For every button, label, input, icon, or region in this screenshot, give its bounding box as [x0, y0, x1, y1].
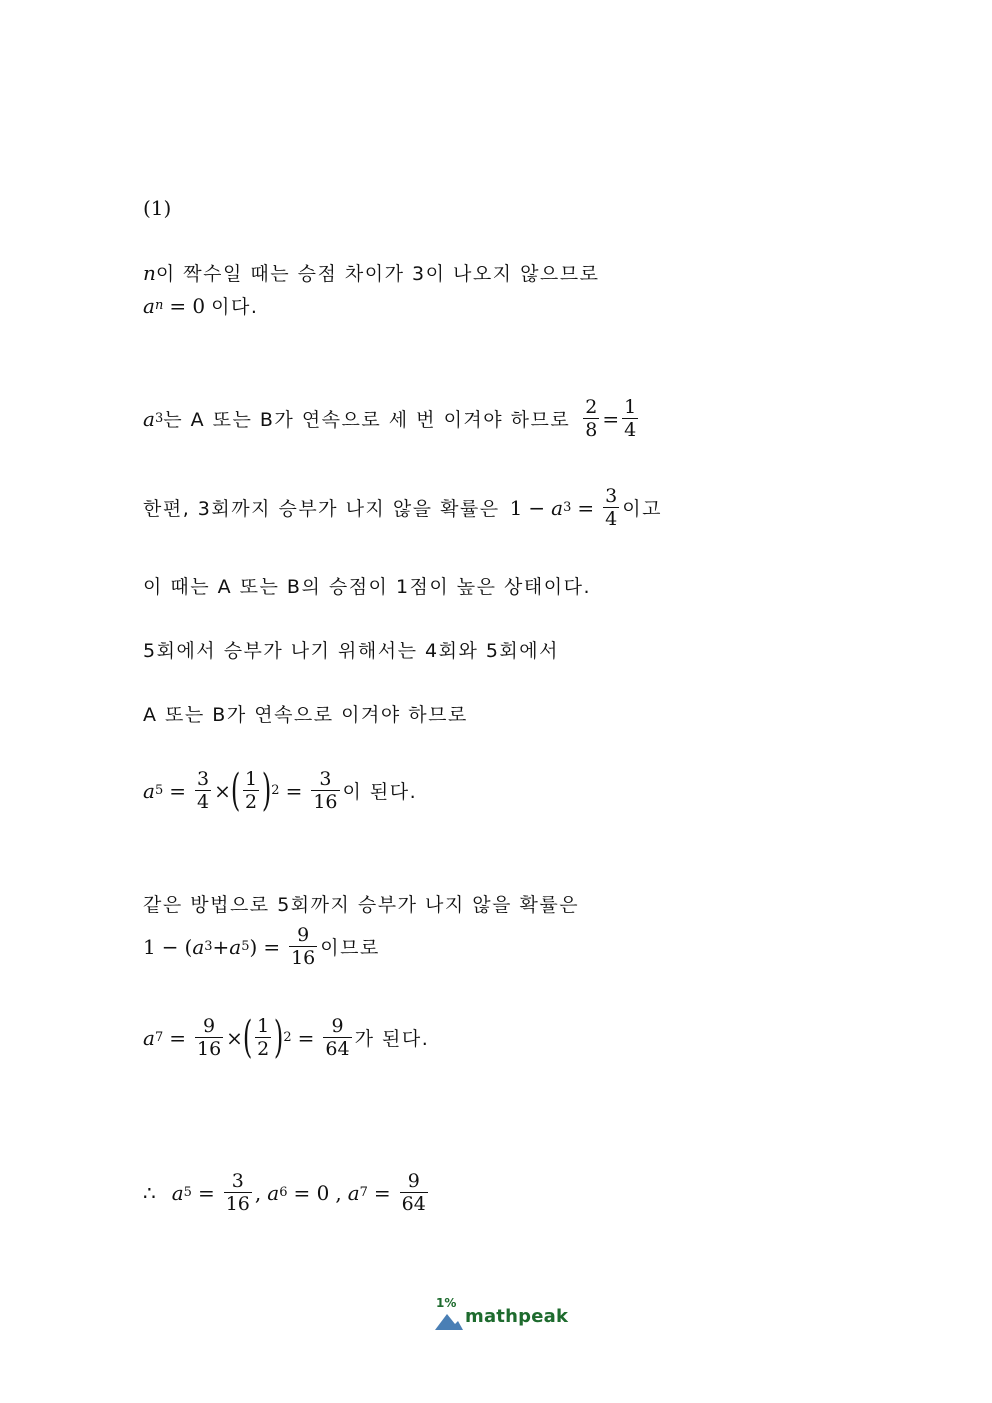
fraction: $\frac{3}{16}$ [225, 1170, 250, 1215]
paragraph-consecutive: A 또는 B가 연속으로 이겨야 하므로 [143, 704, 468, 726]
fraction: $\frac{1}{2}$ [257, 1015, 270, 1060]
section-label: (1) [143, 196, 172, 220]
logo-percent: 1% [436, 1296, 457, 1310]
final-answer: ∴ a 5 = $\frac{3}{16}$ , a 6 = 0 , a 7 = $\frac{9}{64}$ [143, 1170, 426, 1215]
fraction: $\frac{9}{16}$ [196, 1015, 222, 1060]
fraction: $\frac{2}{8}$ [585, 396, 598, 441]
fraction: $\frac{9}{16}$ [291, 924, 316, 969]
equation-a5: a 5 = $\frac{3}{4}$ × ( $\frac{1}{2}$ ) 2 = $\frac{3}{16}$ 이 된다. [143, 764, 418, 816]
fraction: $\frac{1}{4}$ [624, 396, 637, 441]
fraction: $\frac{3}{4}$ [196, 768, 210, 813]
equation-a7: a 7 = $\frac{9}{16}$ × ( $\frac{1}{2}$ ) 2 = $\frac{9}{64}$ 가 된다. [143, 1011, 430, 1063]
paragraph-no-decision-3: 한편, 3회까지 승부가 나지 않을 확률은 1 − a 3 = $\frac{3}{4}$ 이고 [143, 485, 662, 530]
fraction: $\frac{9}{64}$ [325, 1015, 350, 1060]
logo-name: mathpeak [465, 1306, 569, 1327]
mathpeak-logo [434, 1296, 574, 1336]
paragraph-a3: a 3 는 A 또는 B가 연속으로 세 번 이겨야 하므로 $\frac{2}{8}$ = $\frac{1}{4}$ [143, 396, 637, 441]
paragraph-round5: 5회에서 승부가 나기 위해서는 4회와 5회에서 [143, 640, 559, 662]
fraction: $\frac{3}{4}$ [605, 485, 618, 530]
equation-no-decision-5: 1 − ( a 3 + a 5 ) = $\frac{9}{16}$ 이므로 [143, 924, 380, 969]
fraction: $\frac{3}{16}$ [313, 768, 338, 813]
paragraph-same-method: 같은 방법으로 5회까지 승부가 나지 않을 확률은 [143, 894, 580, 916]
fraction: $\frac{1}{2}$ [245, 768, 258, 813]
mountain-icon [434, 1311, 464, 1331]
equation-an-zero: a n = 0 이다. [143, 293, 259, 318]
paragraph-parity: n 이 짝수일 때는 승점 차이가 3이 나오지 않으므로 [143, 260, 600, 285]
paragraph-state: 이 때는 A 또는 B의 승점이 1점이 높은 상태이다. [143, 576, 591, 598]
fraction: $\frac{9}{64}$ [401, 1170, 426, 1215]
